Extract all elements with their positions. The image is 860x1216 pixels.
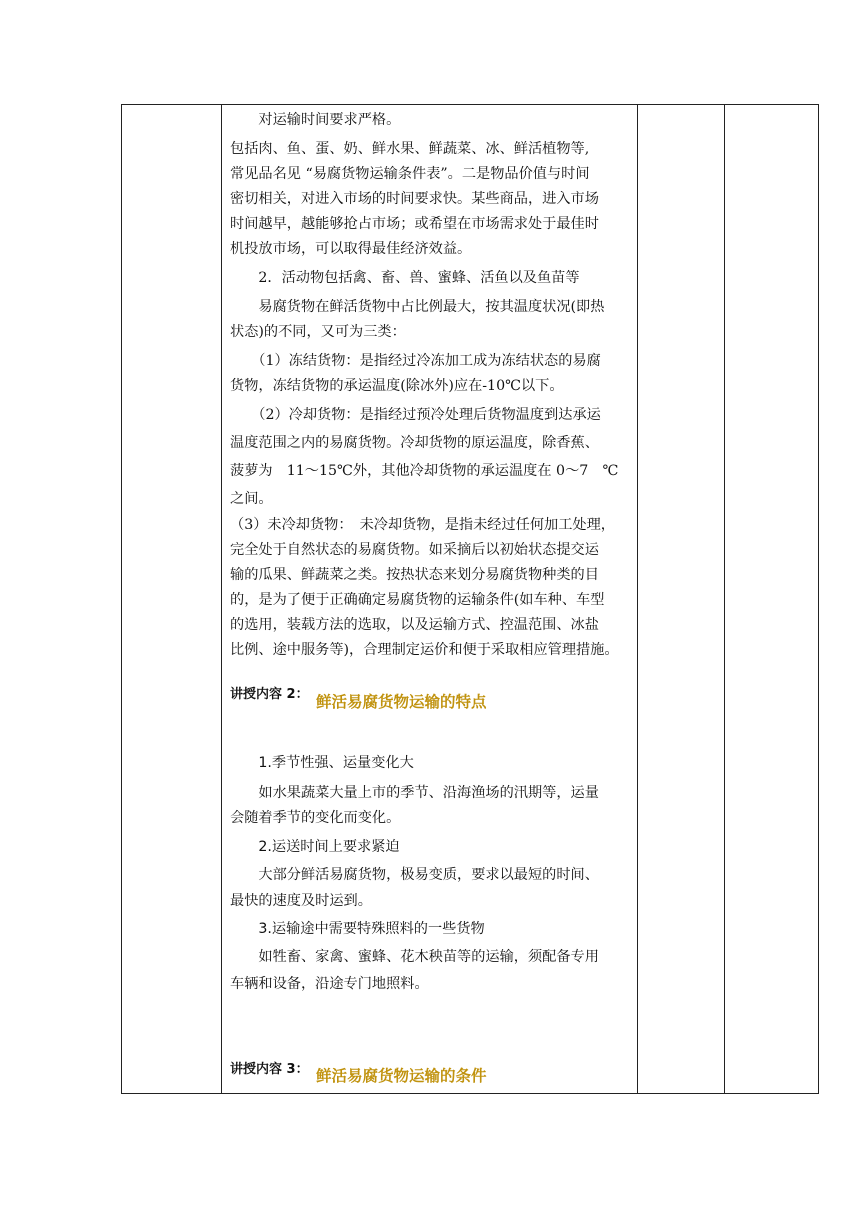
text-line: 会随着季节的变化而变化。 <box>230 810 401 826</box>
text-line: 大部分鲜活易腐货物，极易变质，要求以最短的时间、 <box>230 867 599 883</box>
text-line: 机投放市场，可以取得最佳经济效益。 <box>230 241 472 257</box>
text-line: 比例、途中服务等)，合理制定运价和便于采取相应管理措施。 <box>230 642 619 658</box>
lesson-table <box>121 104 819 1094</box>
column-divider-3 <box>724 105 725 1093</box>
text-line: 常见品名见 “易腐货物运输条件表”。二是物品价值与时间 <box>230 166 590 182</box>
text-line: 如牲畜、家禽、蜜蜂、花木秧苗等的运输，须配备专用 <box>230 949 599 965</box>
text-line: 车辆和设备，沿途专门地照料。 <box>230 976 429 992</box>
section-2-heading: 鲜活易腐货物运输的特点 <box>316 693 487 711</box>
section-3-label: 讲授内容 3： <box>230 1062 309 1077</box>
section-2-label: 讲授内容 2： <box>230 687 309 702</box>
text-line: 时间越早，越能够抢占市场；或希望在市场需求处于最佳时 <box>230 216 599 232</box>
text-line: 易腐货物在鲜活货物中占比例最大，按其温度状况(即热 <box>230 299 605 315</box>
text-line: 1.季节性强、运量变化大 <box>230 755 414 771</box>
column-divider-1 <box>221 105 222 1093</box>
text-line: 如水果蔬菜大量上市的季节、沿海渔场的汛期等，运量 <box>230 785 599 801</box>
section-3-heading: 鲜活易腐货物运输的条件 <box>316 1067 487 1085</box>
text-line: （1）冻结货物：是指经过冷冻加工成为冻结状态的易腐 <box>230 353 601 369</box>
text-line: 2.运送时间上要求紧迫 <box>230 839 400 855</box>
text-line: 之间。 <box>230 491 273 507</box>
text-line: （3）未冷却货物： 未冷却货物，是指未经过任何加工处理， <box>230 517 615 533</box>
text-line: 状态)的不同，又可为三类： <box>230 324 406 340</box>
text-line: 2．活动物包括禽、畜、兽、蜜蜂、活鱼以及鱼苗等 <box>230 270 580 286</box>
text-line: 对运输时间要求严格。 <box>230 112 401 128</box>
text-line: 完全处于自然状态的易腐货物。如采摘后以初始状态提交运 <box>230 542 599 558</box>
column-divider-2 <box>637 105 638 1093</box>
text-line: 货物，冻结货物的承运温度(除冰外)应在-10℃以下。 <box>230 378 564 394</box>
text-line: 温度范围之内的易腐货物。冷却货物的原运温度，除香蕉、 <box>230 435 599 451</box>
text-line: 3.运输途中需要特殊照料的一些货物 <box>230 921 485 937</box>
text-line: （2）冷却货物：是指经过预冷处理后货物温度到达承运 <box>230 407 601 423</box>
text-line: 的选用，装载方法的选取，以及运输方式、控温范围、冰盐 <box>230 617 599 633</box>
text-line: 密切相关，对进入市场的时间要求快。某些商品，进入市场 <box>230 191 599 207</box>
text-line: 的，是为了便于正确确定易腐货物的运输条件(如车种、车型 <box>230 592 605 608</box>
text-line: 菠萝为 11～15℃外，其他冷却货物的承运温度在 0～7 ℃ <box>230 463 619 479</box>
text-line: 最快的速度及时运到。 <box>230 893 372 909</box>
text-line: 包括肉、鱼、蛋、奶、鲜水果、鲜蔬菜、冰、鲜活植物等, <box>230 141 590 157</box>
text-line: 输的瓜果、鲜蔬菜之类。按热状态来划分易腐货物种类的目 <box>230 567 599 583</box>
